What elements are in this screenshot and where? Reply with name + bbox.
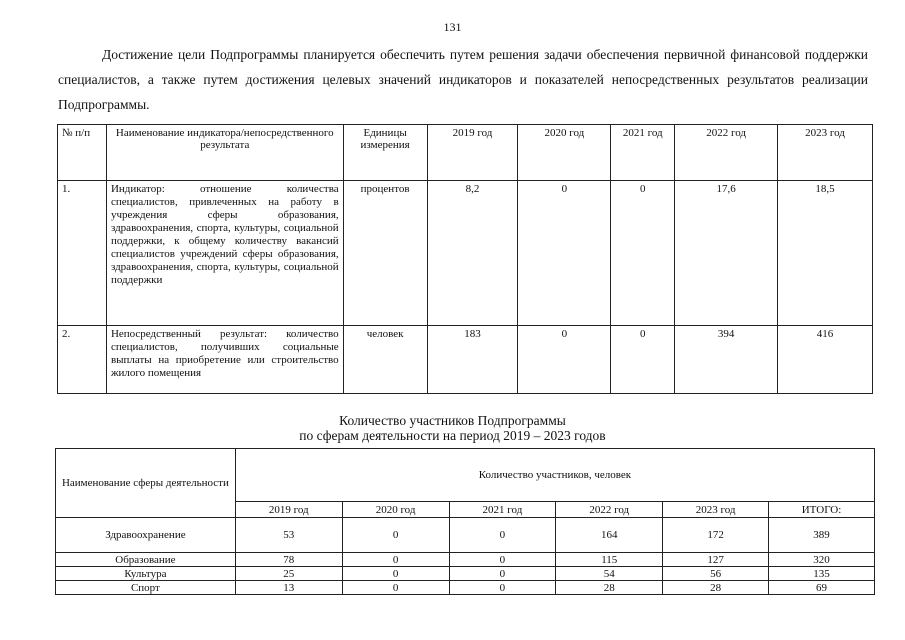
row-2020: 0 bbox=[518, 181, 611, 326]
value-2023: 28 bbox=[663, 581, 769, 595]
page-number: 131 bbox=[443, 20, 462, 34]
value-2020: 0 bbox=[342, 581, 449, 595]
row-2020: 0 bbox=[518, 326, 611, 394]
row-2023: 416 bbox=[778, 326, 873, 394]
value-2022: 28 bbox=[556, 581, 663, 595]
indicators-header-row bbox=[58, 125, 873, 181]
value-2022: 54 bbox=[556, 567, 663, 581]
intro-paragraph: Достижение цели Подпрограммы планируется обеспечить путем решения задачи обеспечения первичной финансовой поддержки специалистов, а также путем достижения целевых значений индикаторов и показателей непосредственных результатов реализации Подпрограммы. bbox=[58, 47, 868, 112]
header-2020: 2020 год bbox=[518, 125, 611, 181]
row-unit: человек bbox=[343, 326, 427, 394]
value-2021: 0 bbox=[449, 518, 556, 553]
header-num: № п/п bbox=[58, 125, 107, 181]
value-2020: 0 bbox=[342, 567, 449, 581]
value-total: 135 bbox=[769, 567, 875, 581]
value-2021: 0 bbox=[449, 581, 556, 595]
value-2022: 115 bbox=[556, 553, 663, 567]
row-indicator-name: Непосредственный результат: количество специалистов, получивших социальные выплаты на приобретение или строительство жилого помещения bbox=[106, 326, 343, 394]
participants-header-row bbox=[56, 449, 875, 502]
value-2021: 0 bbox=[449, 553, 556, 567]
table-row bbox=[58, 326, 873, 394]
value-2021: 0 bbox=[449, 567, 556, 581]
header-sphere: Наименование сферы деятельности bbox=[56, 449, 236, 518]
header-indicator-name: Наименование индикатора/непосредственного результата bbox=[106, 125, 343, 181]
value-2022: 164 bbox=[556, 518, 663, 553]
participants-table bbox=[55, 448, 875, 595]
participants-table-caption bbox=[0, 413, 905, 443]
header-2021: 2021 год bbox=[611, 125, 675, 181]
table-row bbox=[56, 553, 875, 567]
header-2019: 2019 год bbox=[427, 125, 518, 181]
sphere-name: Образование bbox=[56, 553, 236, 567]
row-2019: 8,2 bbox=[427, 181, 518, 326]
row-2021: 0 bbox=[611, 326, 675, 394]
table-row bbox=[56, 518, 875, 553]
value-2020: 0 bbox=[342, 518, 449, 553]
row-2022: 394 bbox=[675, 326, 778, 394]
header-2022: 2022 год bbox=[675, 125, 778, 181]
row-2021: 0 bbox=[611, 181, 675, 326]
row-num: 1. bbox=[58, 181, 107, 326]
row-indicator-name: Индикатор: отношение количества специалистов, привлеченных на работу в учреждения сферы образования, здравоохранения, спорта, культуры, социальной поддержки, к общему количеству вакансий специалистов учреждений сферы образования, здравоохранения, спорта, культуры, социальной поддержки bbox=[106, 181, 343, 326]
year-2020: 2020 год bbox=[342, 502, 449, 518]
header-count: Количество участников, человек bbox=[235, 449, 874, 502]
year-2019: 2019 год bbox=[235, 502, 342, 518]
sphere-name: Здравоохранение bbox=[56, 518, 236, 553]
row-2023: 18,5 bbox=[778, 181, 873, 326]
value-2019: 78 bbox=[235, 553, 342, 567]
caption-line-2: по сферам деятельности на период 2019 – 2023 годов bbox=[299, 428, 606, 443]
table-row bbox=[58, 181, 873, 326]
value-2019: 13 bbox=[235, 581, 342, 595]
table-row bbox=[56, 567, 875, 581]
year-2022: 2022 год bbox=[556, 502, 663, 518]
value-2023: 56 bbox=[663, 567, 769, 581]
sphere-name: Спорт bbox=[56, 581, 236, 595]
value-total: 320 bbox=[769, 553, 875, 567]
year-total: ИТОГО: bbox=[769, 502, 875, 518]
year-2021: 2021 год bbox=[449, 502, 556, 518]
value-total: 69 bbox=[769, 581, 875, 595]
indicators-table bbox=[57, 124, 873, 394]
value-2023: 172 bbox=[663, 518, 769, 553]
value-2019: 25 bbox=[235, 567, 342, 581]
row-num: 2. bbox=[58, 326, 107, 394]
value-total: 389 bbox=[769, 518, 875, 553]
caption-line-1: Количество участников Подпрограммы bbox=[339, 413, 566, 428]
table-row bbox=[56, 581, 875, 595]
value-2019: 53 bbox=[235, 518, 342, 553]
row-2019: 183 bbox=[427, 326, 518, 394]
value-2023: 127 bbox=[663, 553, 769, 567]
row-unit: процентов bbox=[343, 181, 427, 326]
value-2020: 0 bbox=[342, 553, 449, 567]
row-2022: 17,6 bbox=[675, 181, 778, 326]
year-2023: 2023 год bbox=[663, 502, 769, 518]
sphere-name: Культура bbox=[56, 567, 236, 581]
header-unit: Единицы измерения bbox=[343, 125, 427, 181]
header-2023: 2023 год bbox=[778, 125, 873, 181]
